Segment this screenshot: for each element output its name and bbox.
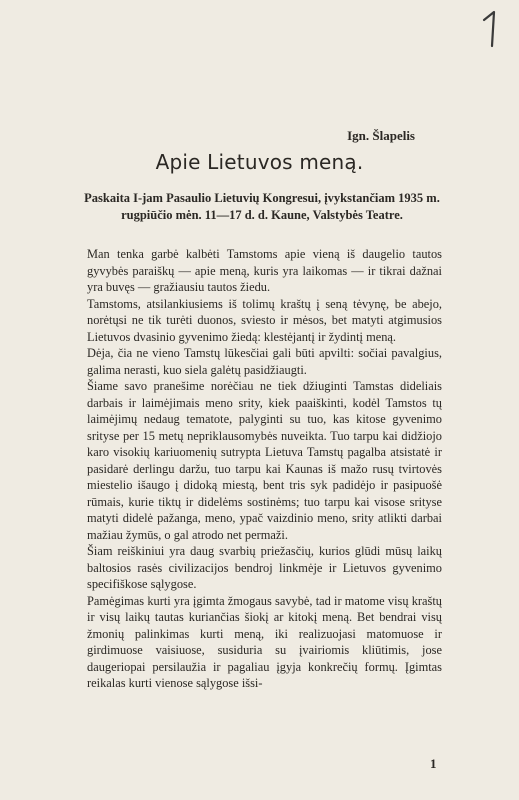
paragraph: Šiame savo pranešime norėčiau ne tiek džiuginti Tamstas dideliais darbais ir laimėjimais meno srity, kiek paaiškinti, kodėl Tamstos tų laimėjimų nedaug tematote, palyginti su tuo, kas kitose gyvenimo srityse per 15 metų nepriklausomybės nuveikta. Tuo tarpu kai didžiojo karo visokių kariuomenių sutrypta Lietuva Tamstų pagalba atsistatė ir pasidarė derlingu daržu, tuo tarpu kai Kaunas iš mažo rusų tvirtovės miestelio išaugo į didoką miestą, bent tris syk padidėjo ir pasipuošė rūmais, kurie tiktų ir didelėms sostinėms; tuo tarpu kai visose srityse matyti didelė pažanga, meno, ypač vaizdinio meno, srity atlikti darbai mažiau žymūs, o gal atrodo net permaži. xyxy=(87,379,442,542)
article-title: Apie Lietuvos meną. xyxy=(155,150,364,174)
handwritten-page-mark xyxy=(470,6,510,52)
author-name: Ign. Šlapelis xyxy=(347,128,415,143)
page-number: 1 xyxy=(430,756,437,771)
paragraph: Tamstoms, atsilankiusiems iš tolimų kraštų į seną tėvynę, be abejo, norėtųsi ne tik turėti duonos, sviesto ir mėsos, bet matyti atgimusios Lietuvos dvasinio gyvenimo žiedą: klestėjantį ir žydintį meną. xyxy=(87,296,442,344)
paragraph: Pamėgimas kurti yra įgimta žmogaus savybė, tad ir matome visų kraštų ir visų laikų tautas kuriančias šiokį ar kitokį meną. Bet bendrai visų žmonių palinkimas kurti meną, iki realizuojasi matomuose ir girdimuose vaisiuose, susiduria su įvairiomis kliūtimis, jose daugeriopai persilaužia ir pagaliau įgyja konkrečių formų. Įgimtas reikalas kurti vienose sąlygose išsi- xyxy=(87,593,442,690)
article-body xyxy=(87,246,442,692)
article-subtitle: Paskaita I-jam Pasaulio Lietuvių Kongresui, įvykstančiam 1935 m. rugpiūčio mėn. 11—17 d. d. Kaune, Valstybės Teatre. xyxy=(84,191,440,222)
paragraph: Dėja, čia ne vieno Tamstų lūkesčiai gali būti apvilti: sočiai pavalgius, galima nerasti, kuo siela galėtų pasidžiaugti. xyxy=(87,346,442,377)
paragraph: Šiam reiškiniui yra daug svarbių priežasčių, kurios glūdi mūsų laikų baltosios rasės civilizacijos bendroj linkmėje ir Lietuvos gyvenimo specifiškose sąlygose. xyxy=(87,544,442,591)
paragraph: Man tenka garbė kalbėti Tamstoms apie vieną iš daugelio tautos gyvybės paraiškų — apie meną, kuris yra laikomas — ir tikrai dažnai yra buvęs — gražiausiu tautos žiedu. xyxy=(87,247,442,294)
